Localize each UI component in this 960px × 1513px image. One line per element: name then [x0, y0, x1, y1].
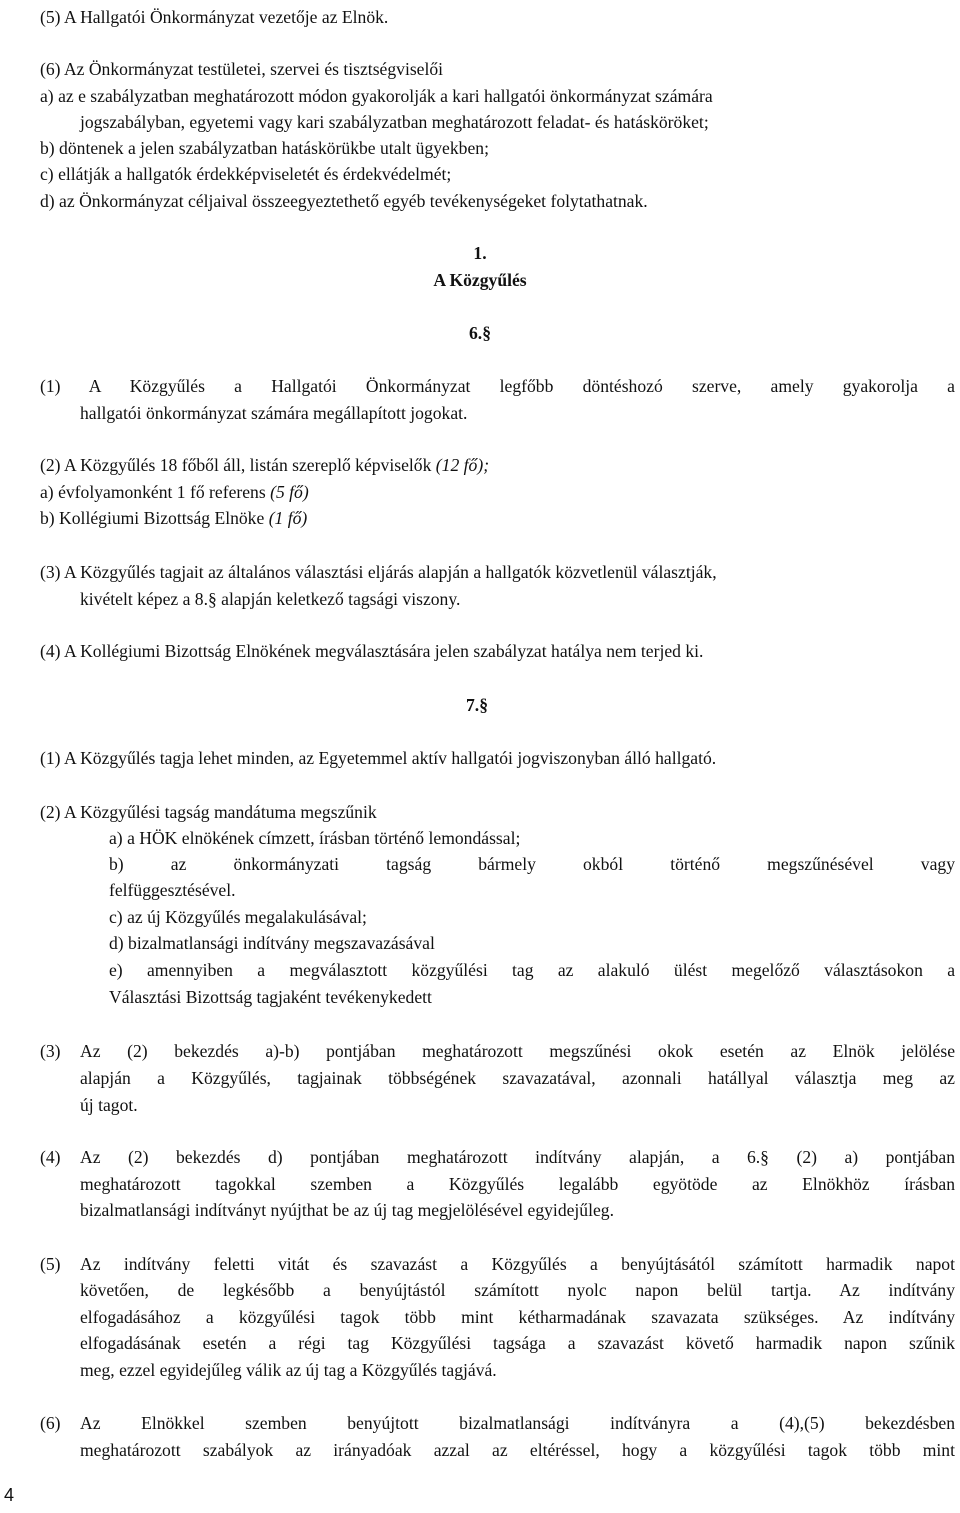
s6-p2-a-count: (5 fő)	[270, 482, 309, 502]
s6-p2-a-text: a) évfolyamonként 1 fő referens	[40, 482, 271, 502]
s7-p5-label: (5)	[40, 1254, 61, 1274]
s7-p4-line1: Az (2) bekezdés d) pontjában meghatározott indítvány alapján, a 6.§ (2) a) pontjában	[80, 1147, 955, 1167]
s6-p4: (4) A Kollégiumi Bizottság Elnökének megválasztására jelen szabályzat hatálya nem terjed ki.	[40, 641, 704, 661]
s6-p2-main-count: (12 fő);	[435, 455, 490, 475]
section-7-title: 7.§	[466, 695, 488, 715]
paragraph-6-item-b: b) döntenek a jelen szabályzatban hatáskörükbe utalt ügyekben;	[40, 138, 489, 158]
s6-p1-line1: (1) A Közgyűlés a Hallgatói Önkormányzat legfőbb döntéshozó szerve, amely gyakorolja a	[40, 376, 955, 396]
s7-p2-e-line2: Választási Bizottság tagjaként tevékenykedett	[109, 987, 432, 1007]
s7-p2-e-line1: e) amennyiben a megválasztott közgyűlési tag az alakuló ülést megelőző választásokon a	[109, 960, 955, 980]
s7-p5-line2: követően, de legkésőbb a benyújtástól számított nyolc napon belül tartja. Az indítvány	[80, 1280, 955, 1300]
s7-p5-line4: elfogadásának esetén a régi tag Közgyűlési tagsága a szavazást követő harmadik napon szűnik	[80, 1333, 955, 1353]
s7-p5-line5: meg, ezzel egyidejűleg válik az új tag a Közgyűlés tagjává.	[80, 1360, 497, 1380]
s7-p6-line2: meghatározott szabályok az irányadóak azzal az eltéréssel, hogy a közgyűlési tagok több mint	[80, 1440, 955, 1460]
s6-p1-line2: hallgatói önkormányzat számára megállapított jogokat.	[80, 403, 468, 423]
s7-p5-line3: elfogadásához a közgyűlési tagok több mint kétharmadának szavazata szükséges. Az indítvány	[80, 1307, 955, 1327]
paragraph-6-item-d: d) az Önkormányzat céljaival összeegyeztethető egyéb tevékenységeket folytathatnak.	[40, 191, 648, 211]
s6-p2-b-count: (1 fő)	[268, 508, 308, 528]
s7-p1: (1) A Közgyűlés tagja lehet minden, az Egyetemmel aktív hallgatói jogviszonyban álló hallgató.	[40, 748, 717, 768]
s6-p2-b-text: b) Kollégiumi Bizottság Elnöke	[40, 508, 269, 528]
chapter-title: A Közgyűlés	[433, 270, 527, 290]
s6-p3-line2: kivételt képez a 8.§ alapján keletkező tagsági viszony.	[80, 589, 461, 609]
s6-p2-a	[40, 479, 309, 506]
chapter-number: 1.	[473, 243, 487, 263]
s7-p3-line1: Az (2) bekezdés a)-b) pontjában meghatározott megszűnési okok esetén az Elnök jelölése	[80, 1041, 955, 1061]
s7-p2-a: a) a HÖK elnökének címzett, írásban történő lemondással;	[109, 828, 521, 848]
s6-p3-line1: (3) A Közgyűlés tagjait az általános választási eljárás alapján a hallgatók közvetlenül választják,	[40, 562, 717, 582]
s7-p4-label: (4)	[40, 1147, 61, 1167]
s7-p6-label: (6)	[40, 1413, 61, 1433]
s7-p3-line3: új tagot.	[80, 1095, 138, 1115]
s6-p2-b	[40, 505, 307, 532]
s7-p2-c: c) az új Közgyűlés megalakulásával;	[109, 907, 367, 927]
section-6-title: 6.§	[469, 323, 491, 343]
s7-p5-line1: Az indítvány feletti vitát és szavazást a Közgyűlés a benyújtásától számított harmadik napot	[80, 1254, 955, 1274]
s7-p2-b-line2: felfüggesztésével.	[109, 880, 236, 900]
s7-p2-b-line1: b) az önkormányzati tagság bármely okból történő megszűnésével vagy	[109, 854, 955, 874]
page-number: 4	[4, 1485, 15, 1505]
paragraph-6-item-a-line2: jogszabályban, egyetemi vagy kari szabályzatban meghatározott feladat- és hatásköröket;	[80, 112, 709, 132]
paragraph-6-head: (6) Az Önkormányzat testületei, szervei és tisztségviselői	[40, 59, 444, 79]
s7-p4-line3: bizalmatlansági indítványt nyújthat be az új tag megjelölésével egyidejűleg.	[80, 1200, 614, 1220]
s7-p4-line2: meghatározott tagokkal szemben a Közgyűlés legalább egyötöde az Elnökhöz írásban	[80, 1174, 955, 1194]
s6-p2-main-text: (2) A Közgyűlés 18 főből áll, listán szereplő képviselők	[40, 455, 436, 475]
s7-p2-d: d) bizalmatlansági indítvány megszavazásával	[109, 933, 435, 953]
paragraph-6-item-a-line1: a) az e szabályzatban meghatározott módon gyakorolják a kari hallgatói önkormányzat számára	[40, 86, 713, 106]
s6-p2-main	[40, 452, 489, 479]
s7-p3-line2: alapján a Közgyűlés, tagjainak többségének szavazatával, azonnali hatállyal választja meg az	[80, 1068, 955, 1088]
paragraph-5-head: (5) A Hallgatói Önkormányzat vezetője az Elnök.	[40, 7, 389, 27]
s7-p2-head: (2) A Közgyűlési tagság mandátuma megszűnik	[40, 802, 377, 822]
paragraph-6-item-c: c) ellátják a hallgatók érdekképviseletét és érdekvédelmét;	[40, 164, 452, 184]
s7-p6-line1: Az Elnökkel szemben benyújtott bizalmatlansági indítványra a (4),(5) bekezdésben	[80, 1413, 955, 1433]
s7-p3-label: (3)	[40, 1041, 61, 1061]
